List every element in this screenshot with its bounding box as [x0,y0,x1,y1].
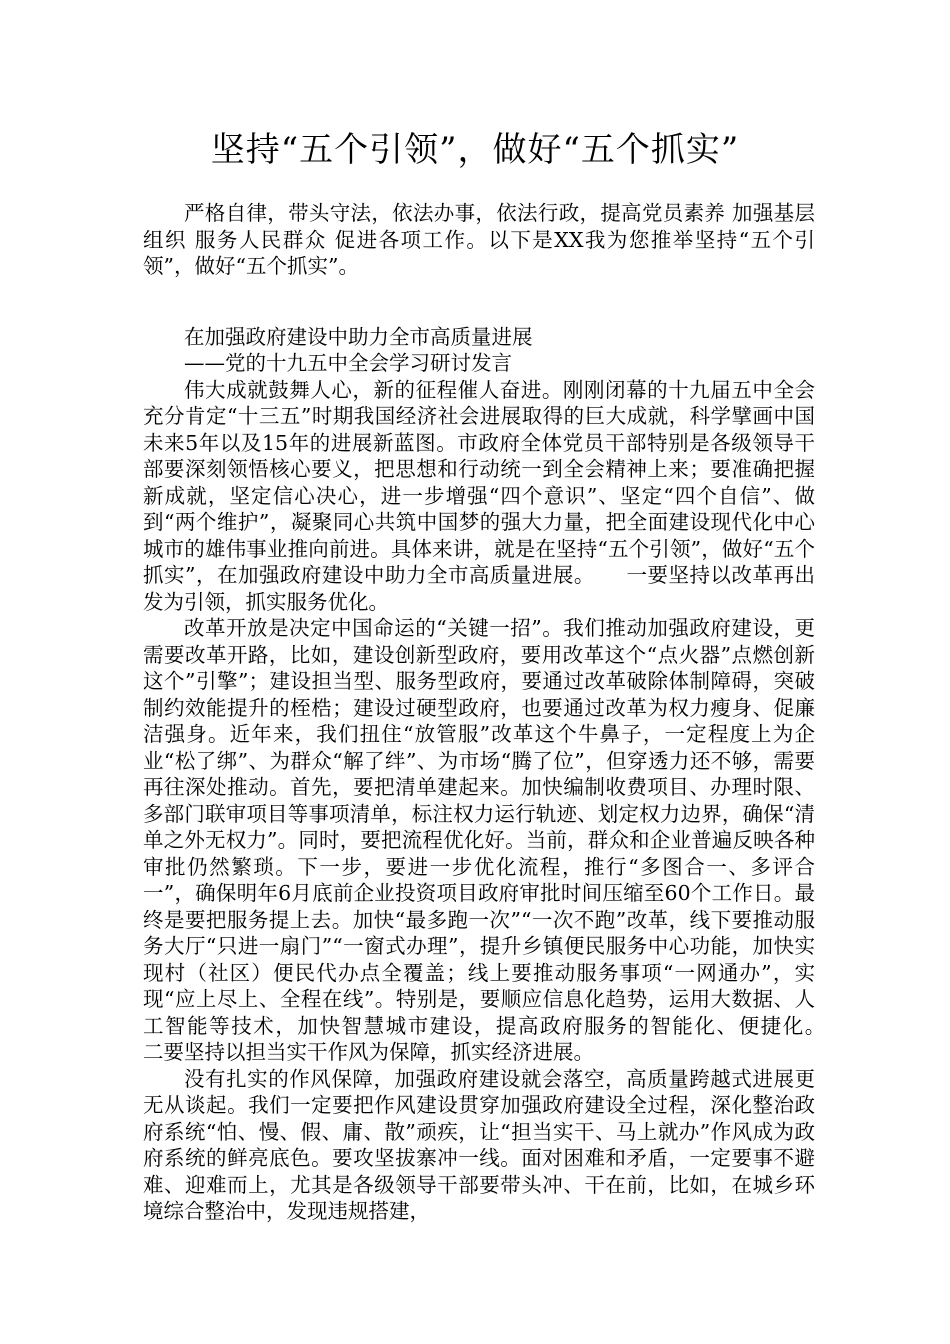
intro-paragraph: 严格自律，带头守法，依法办事，依法行政，提高党员素养 加强基层组织 服务人民群众 促进各项工作。以下是XX我为您推举坚持“五个引领”，做好“五个抓实”。 [143,201,815,278]
body-paragraph: 改革开放是决定中国命运的“关键一招”。我们推动加强政府建设，更需要改革开路，比如，建设创新型政府，要用改革这个“点火器”点燃创新这个”引擎”；建设担当型、服务型政府，要通过改革破除体制障碍，突破制约效能提升的桎梏；建设过硬型政府，也要通过改革为权力瘦身、促廉洁强身。近年来，我们扭住“放管服”改革这个牛鼻子，一定程度上为企业“松了绑”、为群众“解了绊”、为市场“腾了位”，但穿透力还不够，需要再往深处推动。首先，要把清单建起来。加快编制收费项目、办理时限、多部门联审项目等事项清单，标注权力运行轨迹、划定权力边界，确保“清单之外无权力”。同时，要把流程优化好。当前，群众和企业普遍反映各种审批仍然繁琐。下一步，要进一步优化流程，推行“多图合一、多评合一”，确保明年6月底前企业投资项目政府审批时间压缩至60个工作日。最终是要把服务提上去。加快“最多跑一次”“一次不跑”改革，线下要推动服务大厅“只进一扇门”“一窗式办理”，提升乡镇便民服务中心功能，加快实现村（社区）便民代办点全覆盖；线上要推动服务事项“一网通办”，实现“应上尽上、全程在线”。特别是，要顺应信息化趋势，运用大数据、人工智能等技术，加快智慧城市建设，提高政府服务的智能化、便捷化。 二要坚持以担当实干作风为保障，抓实经济进展。 [143,616,856,1064]
section-heading: 在加强政府建设中助力全市高质量进展 [184,324,533,349]
section-subheading: ——党的十九五中全会学习研讨发言 [184,351,512,375]
body-paragraph: 伟大成就鼓舞人心，新的征程催人奋进。刚刚闭幕的十九届五中全会充分肯定“十三五”时期我国经济社会进展取得的巨大成就，科学擘画中国未来5年以及15年的进展新蓝图。市政府全体党员干部特别是各级领导干部要深刻领悟核心要义，把思想和行动统一到全会精神上来；要准确把握新成就，坚定信心决心，进一步增强“四个意识”、坚定“四个自信”、做到“两个维护”，凝聚同心共筑中国梦的强大力量，把全面建设现代化中心城市的雄伟事业推向前进。具体来讲，就是在坚持“五个引领”，做好“五个抓实”，在加强政府建设中助力全市高质量进展。 一要坚持以改革再出发为引领，抓实服务优化。 [143,377,815,614]
document-title: 坚持“五个引领”，做好“五个抓实” [210,130,740,170]
document-body [143,200,856,1225]
body-paragraph: 没有扎实的作风保障，加强政府建设就会落空，高质量跨越式进展更无从谈起。我们一定要把作风建设贯穿加强政府建设全过程，深化整治政府系统“怕、慢、假、庸、散”顽疾，让“担当实干、马上就办”作风成为政府系统的鲜亮底色。要攻坚拔寨冲一线。面对困难和矛盾，一定要事不避难、迎难而上，尤其是各级领导干部要带头冲、干在前，比如，在城乡环境综合整治中，发现违规搭建， [143,1066,815,1223]
